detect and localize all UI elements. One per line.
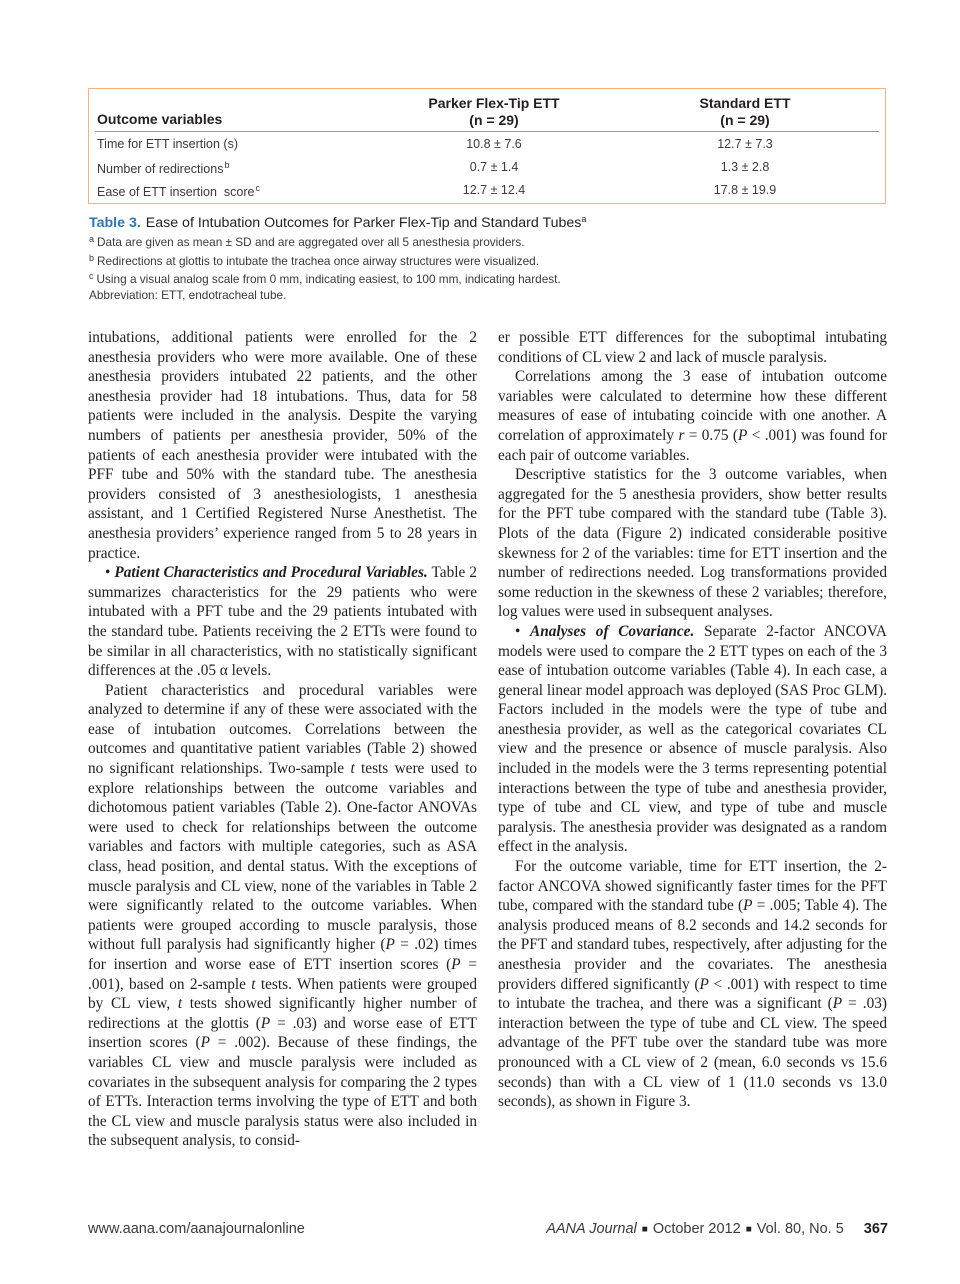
row-std-value: 12.7 ± 7.3	[717, 137, 773, 151]
row-label-text: Time for ETT insertion (s)	[97, 137, 238, 151]
page-number: 367	[863, 1221, 888, 1237]
row-pft-value: 0.7 ± 1.4	[469, 160, 519, 174]
text-run: = .002). Because of these findings, the variables CL view and muscle paralysis were included as covariates in the subsequent analysis for comparing the 2 types of ETTs. Interaction terms involving the type of ETT and both the CL view and muscle paralysis status were also included in the subsequent analysis, to consid-	[88, 1034, 477, 1150]
row-pft-value: 10.8 ± 7.6	[466, 137, 522, 151]
right-column	[498, 328, 887, 1112]
paragraph: Descriptive statistics for the 3 outcome variables, when aggregated for the 5 anesthesia providers, show better results for the PFT tube compared with the standard tube (Table 3). Plots of the data (Figure 2) indicated considerable positive skewness for 2 of the variables: time for ETT insertion and the number of redirections needed. Log transformations provided some reduction in the skewness of these 2 variables; therefore, log values were used in subsequent analyses.	[498, 466, 887, 621]
header-divider	[95, 131, 879, 132]
journal-info	[546, 1221, 888, 1237]
footnote-mark: a	[89, 234, 95, 244]
paragraph	[498, 622, 887, 857]
header-std-name: Standard ETT	[699, 95, 791, 111]
row-label	[97, 137, 238, 151]
footnote-text: Redirections at glottis to intubate the trachea once airway structures were visualized.	[97, 253, 539, 268]
issue-date: October 2012	[652, 1221, 741, 1237]
text-run: tests. When patients were grouped by CL view,	[88, 975, 477, 1013]
table-caption	[89, 210, 889, 303]
text-run: < .001) was found for each pair of outcome variables.	[498, 426, 887, 464]
row-label	[97, 160, 229, 176]
footnote-mark: b	[89, 252, 95, 263]
bullet: •	[515, 622, 531, 640]
paragraph: intubations, additional patients were enrolled for the 2 anesthesia providers who were more available. One of these anesthesia providers intubated 22 patients, and the other anesthesia provider had 18 intubations. Thus, data for 58 patients were included in the analysis. Despite the varying numbers of patients per anesthesia provider, 50% of the patients of each anesthesia provider were intubated with the PFF tube and 50% with the standard tube. The anesthesia providers consisted of 3 anesthesiologists, 1 anesthesia assistant, and 1 Certified Registered Nurse Anesthetist. The anesthesia providers’ experience ranged from 5 to 28 years in practice.	[88, 329, 477, 562]
italic-symbol: t	[350, 760, 355, 778]
table-row	[89, 181, 885, 203]
table-row	[89, 158, 885, 180]
italic-symbol: P	[699, 975, 709, 993]
journal-name: AANA Journal	[546, 1221, 637, 1237]
volume-number: Vol. 80, No. 5	[756, 1221, 844, 1237]
page-footer	[88, 1221, 888, 1241]
header-standard-ett	[649, 95, 841, 129]
section-heading: Patient Characteristics and Procedural Variables.	[114, 564, 428, 582]
text-run: For the outcome variable, time for ETT insertion, the 2-factor ANCOVA showed significantly faster times for the PFT tube, compared with the standard tube (	[498, 858, 887, 915]
italic-symbol: P	[200, 1034, 210, 1052]
italic-symbol: t	[251, 975, 256, 993]
text-run: = .03) and worse ease of ETT insertion scores (	[88, 1014, 477, 1052]
footnote-mark: a	[581, 214, 587, 224]
italic-symbol: P	[260, 1014, 271, 1032]
text-run: tests showed significantly higher number of redirections at the glottis (	[88, 995, 477, 1032]
text-run: = .03) interaction between the type of tube and CL view. The speed advantage of the PFT tube over the standard tube was more pronounced with a CL view of 2 (mean, 6.0 seconds vs 15.6 seconds) than with a CL view of 1 (11.0 seconds vs 13.0 seconds), as shown in Figure 3.	[498, 995, 887, 1111]
header-std-n: (n = 29)	[720, 112, 770, 128]
table-row	[89, 135, 885, 157]
footnote-mark: b	[224, 160, 230, 170]
text-run: Correlations among the 3 ease of intubation outcome variables were calculated to determine how these different measures of ease of intubating coincide with one another. A correlation of approximately	[498, 368, 887, 444]
footnote-mark: c	[89, 271, 94, 281]
section-heading: Analyses of Covariance.	[530, 622, 695, 640]
paragraph: er possible ETT differences for the suboptimal intubating conditions of CL view 2 and lack of muscle paralysis.	[498, 329, 887, 366]
footnote-text: Data are given as mean ± SD and are aggregated over all 5 anesthesia providers.	[97, 235, 525, 249]
footnote-mark: c	[255, 183, 260, 193]
text-run: = .001), based on 2-sample	[88, 956, 478, 993]
header-parker-flex-tip	[399, 95, 589, 129]
table-3	[88, 88, 886, 204]
footnote-a	[89, 232, 889, 251]
paragraph-text: Table 2 summarizes characteristics for the 29 patients who were intubated with a PFT tube and the 29 patients intubated with the standard tube. Patients receiving the 2 ETTs were found to be similar in all characteristics, with no statistically significant differences at the .05 α levels.	[88, 564, 477, 680]
caption-text: Ease of Intubation Outcomes for Parker Flex-Tip and Standard Tubes	[145, 215, 582, 231]
footnote-b	[89, 251, 889, 270]
text-run: tests were used to explore relationships between the outcome variables and dichotomous patient variables (Table 2). One-factor ANOVAs were used to check for relationships between the outcome variables and factors with multiple categories, such as ASA class, head position, and dental status. With the exceptions of muscle paralysis and CL view, none of the variables in Table 2 were significantly related to the outcome variables. When patients were grouped according to muscle paralysis, those without full paralysis had significantly higher (	[88, 760, 477, 954]
paragraph	[498, 367, 887, 465]
header-pft-n: (n = 29)	[469, 112, 519, 128]
italic-symbol: P	[385, 936, 395, 954]
row-std-value: 17.8 ± 19.9	[713, 183, 777, 197]
header-pft-name: Parker Flex-Tip ETT	[428, 95, 560, 111]
italic-symbol: P	[832, 995, 843, 1013]
row-pft-value: 12.7 ± 12.4	[462, 183, 526, 197]
table-number: Table 3.	[89, 215, 141, 231]
paragraph	[498, 857, 887, 1112]
footnote-c	[89, 269, 889, 288]
italic-symbol: P	[738, 426, 748, 444]
paragraph	[88, 681, 477, 1151]
bullet: •	[105, 564, 115, 582]
text-run: < .001) with respect to time to intubate the trachea, and there was a significant (	[498, 975, 887, 1013]
paragraph-text: Separate 2-factor ANCOVA models were used to compare the 2 ETT types on each of the 3 ease of intubation outcome variables (Table 4). In each case, a general linear model approach was deployed (SAS Proc GLM). Factors included in the models were the type of tube and anesthesia provider, as well as the categorical covariates CL view and the presence or absence of muscle paralysis. Also included in the models were the 3 terms representing potential interactions between the type of tube and anesthesia provider, type of tube and CL view, and type of tube and muscle paralysis. The anesthesia provider was designated as a random effect in the analysis.	[498, 622, 887, 856]
left-column	[88, 328, 477, 1151]
row-label-text: Ease of ETT insertion score	[97, 185, 255, 199]
separator-square-icon: ■	[641, 1224, 648, 1235]
row-label-text: Number of redirections	[97, 162, 224, 176]
italic-symbol: P	[451, 956, 461, 973]
text-run: = 0.75 (	[684, 426, 738, 444]
caption-title	[89, 210, 889, 232]
header-outcome-variables: Outcome variables	[97, 111, 223, 127]
row-std-value: 1.3 ± 2.8	[720, 160, 770, 174]
text-run: = .02) times for insertion and worse ease of ETT insertion scores (	[88, 936, 477, 973]
journal-url: www.aana.com/aanajournalonline	[88, 1221, 305, 1237]
italic-symbol: r	[678, 426, 685, 444]
abbreviation-note: Abbreviation: ETT, endotracheal tube.	[89, 287, 287, 302]
paragraph	[88, 563, 477, 681]
italic-symbol: P	[743, 897, 753, 915]
text-run: = .005; Table 4). The analysis produced means of 8.2 seconds and 14.2 seconds for the PFT and standard tubes, respectively, after adjusting for the anesthesia provider and the covariates. The anesthesia providers differed significantly (	[498, 897, 887, 993]
text-run: Patient characteristics and procedural variables were analyzed to determine if any of these were associated with the ease of intubation outcomes. Correlations between the outcomes and quantitative patient variables (Table 2) showed no significant relationships. Two-sample	[88, 681, 477, 778]
row-label	[97, 183, 260, 199]
separator-square-icon: ■	[745, 1224, 752, 1235]
italic-symbol: t	[177, 995, 183, 1013]
footnote-text: Using a visual analog scale from 0 mm, indicating easiest, to 100 mm, indicating hardest.	[96, 272, 561, 286]
